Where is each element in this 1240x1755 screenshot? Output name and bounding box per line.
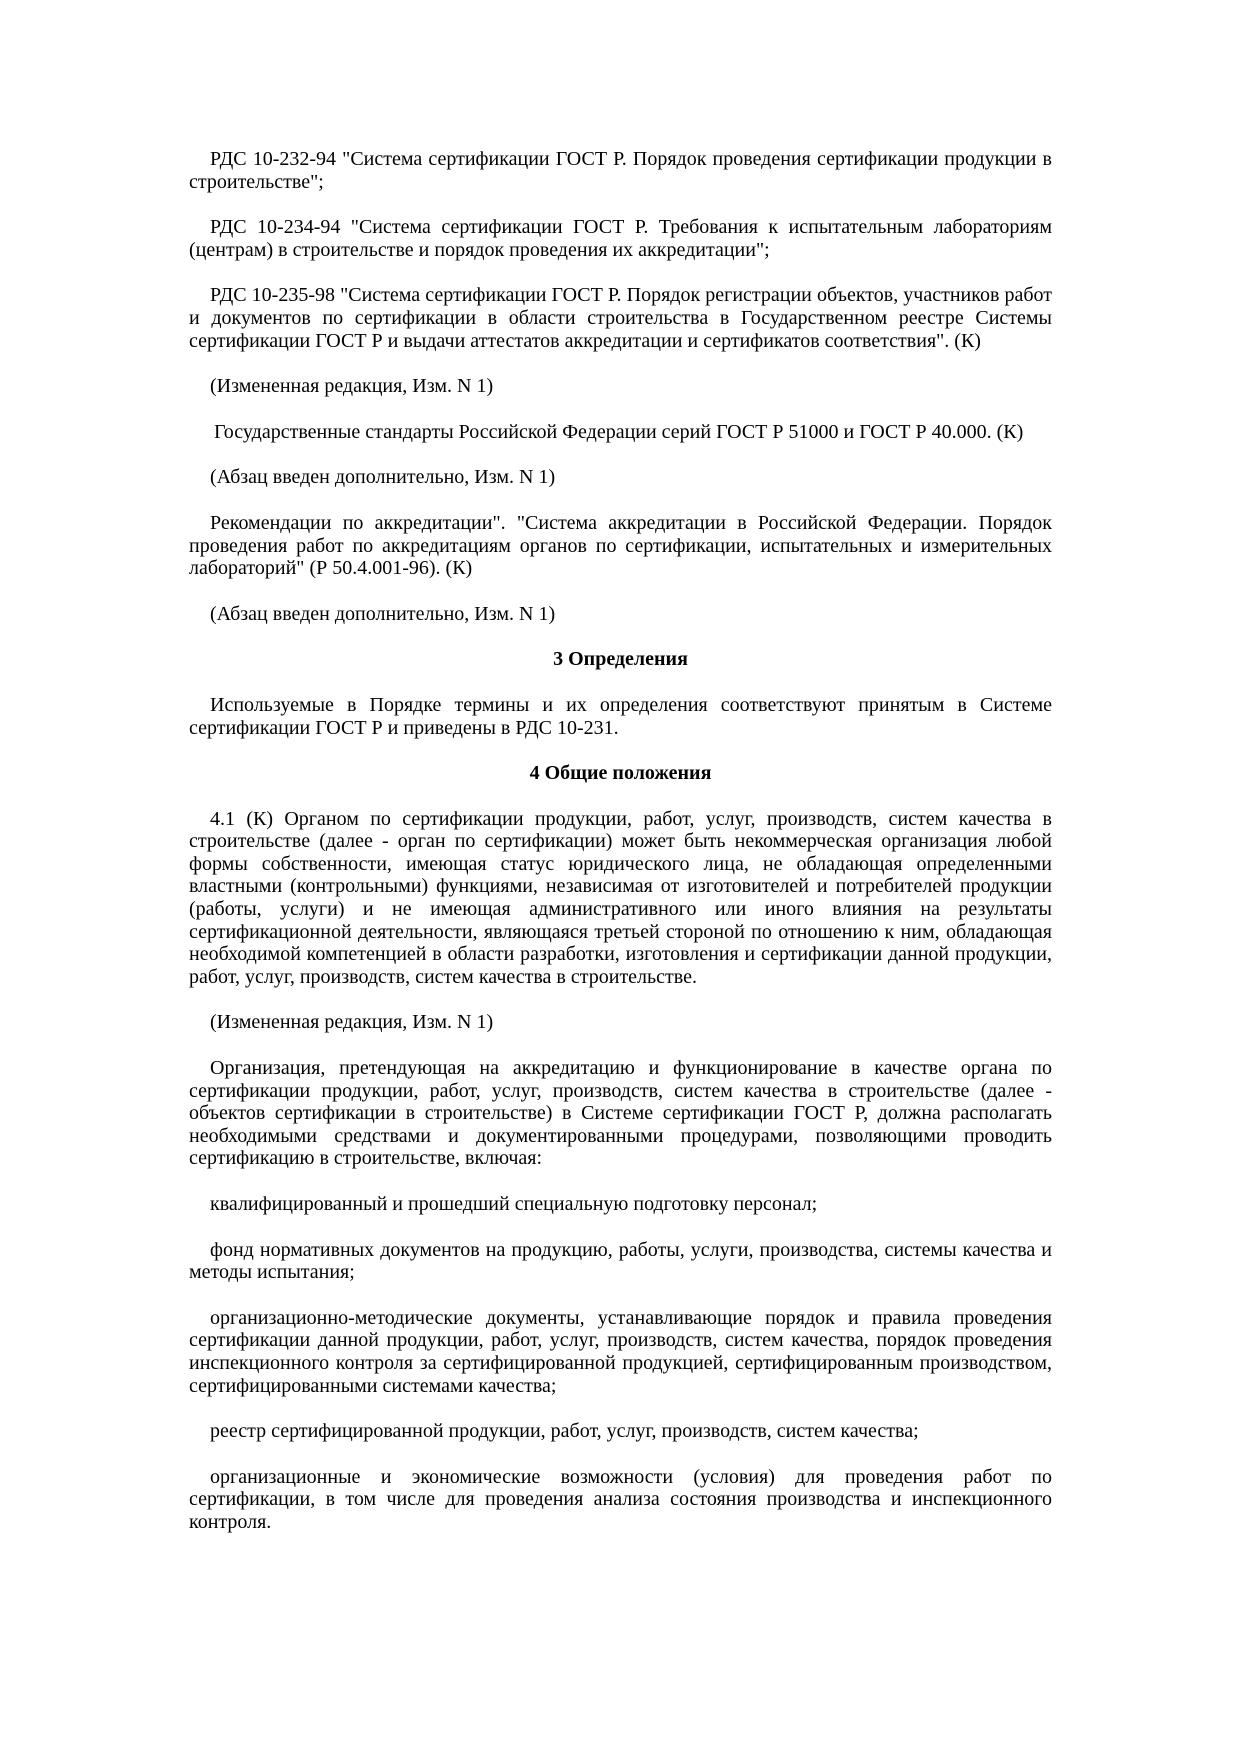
paragraph-definitions: Используемые в Порядке термины и их определения соответствуют принятым в Системе сертификации ГОСТ Р и приведены в РДС 10-231. <box>189 693 1052 739</box>
list-item-methodical-documents: организационно-методические документы, устанавливающие порядок и правила проведения сертификации данной продукции, работ, услуг, производств, систем качества, порядок проведения инспекционного контроля за сертифицированной продукцией, сертифицированным производством, сертифицированными системами качества; <box>189 1306 1052 1397</box>
paragraph-rds-10-232: РДС 10-232-94 "Система сертификации ГОСТ Р. Порядок проведения сертификации продукции в строительстве"; <box>189 148 1052 193</box>
paragraph-4-1: 4.1 (К) Органом по сертификации продукции, работ, услуг, производств, систем качества в строительстве (далее - орган по сертификации) может быть некоммерческая организация любой формы собственности, имеющая статус юридического лица, не обладающая определенными властными (контрольными) функциями, независимая от изготовителей и потребителей продукции (работы, услуги) и не имеющая административного или иного влияния на результаты сертификационной деятельности, являющаяся третьей стороной по отношению к ним, обладающая необходимой компетенцией в области разработки, изготовления и сертификации данной продукции, работ, услуг, производств, систем качества в строительстве. <box>189 807 1052 988</box>
paragraph-amendment-note: (Измененная редакция, Изм. N 1) <box>210 375 494 398</box>
paragraph-applicant-organization: Организация, претендующая на аккредитацию и функционирование в качестве органа по сертификации продукции, работ, услуг, производств, систем качества в строительстве (далее - объектов сертификации в строительстве) в Системе сертификации ГОСТ Р, должна располагать необходимыми средствами и документированными процедурами, позволяющими проводить сертификацию в строительстве, включая: <box>189 1057 1052 1170</box>
paragraph-amendment-note: (Измененная редакция, Изм. N 1) <box>210 1011 494 1034</box>
document-page <box>189 148 1052 1557</box>
list-item-personnel: квалифицированный и прошедший специальную подготовку персонал; <box>210 1193 818 1215</box>
list-item-economic-conditions: организационные и экономические возможности (условия) для проведения работ по сертификации, в том числе для проведения анализа состояния производства и инспекционного контроля. <box>189 1465 1052 1533</box>
section-heading-general-provisions: 4 Общие положения <box>529 762 712 785</box>
list-item-normative-fund: фонд нормативных документов на продукцию, работы, услуги, производства, системы качества и методы испытания; <box>189 1238 1052 1284</box>
paragraph-rds-10-235: РДС 10-235-98 "Система сертификации ГОСТ Р. Порядок регистрации объектов, участников работ и документов по сертификации в области строительства в Государственном реестре Системы сертификации ГОСТ Р и выдачи аттестатов аккредитации и сертификатов соответствия". (К) <box>189 284 1052 352</box>
list-item-registry: реестр сертифицированной продукции, работ, услуг, производств, систем качества; <box>210 1420 919 1443</box>
paragraph-accreditation-recommendations: Рекомендации по аккредитации". "Система аккредитации в Российской Федерации. Порядок проведения работ по аккредитациям органов по сертификации, испытательных и измерительных лабораторий" (Р 50.4.001-96). (К) <box>189 511 1052 580</box>
section-heading-definitions: 3 Определения <box>553 648 688 671</box>
paragraph-rds-10-234: РДС 10-234-94 "Система сертификации ГОСТ Р. Требования к испытательным лабораториям (центрам) в строительстве и порядок проведения их аккредитации"; <box>189 216 1052 261</box>
paragraph-added-note: (Абзац введен дополнительно, Изм. N 1) <box>210 466 556 489</box>
paragraph-added-note: (Абзац введен дополнительно, Изм. N 1) <box>210 602 556 625</box>
paragraph-state-standards: Государственные стандарты Российской Федерации серий ГОСТ Р 51000 и ГОСТ Р 40.000. (К) <box>214 420 1024 443</box>
